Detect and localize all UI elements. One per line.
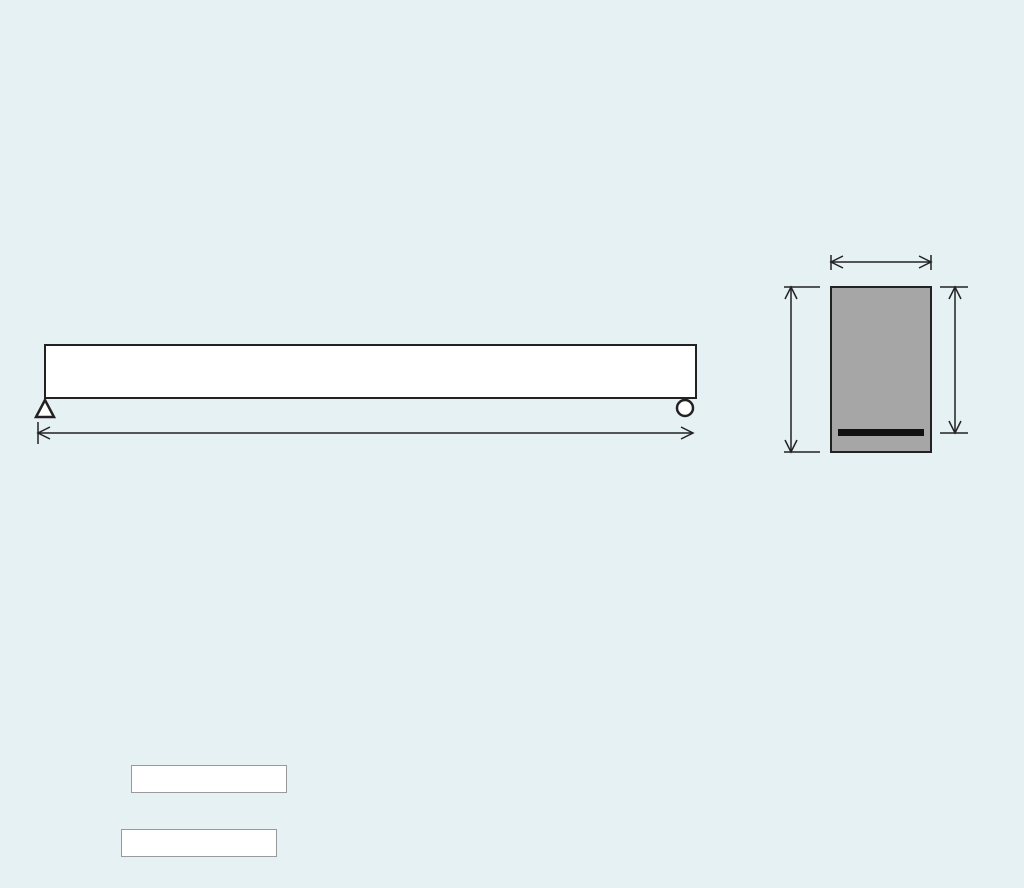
reinforcement-bar — [838, 429, 924, 436]
ig-answer-input[interactable] — [121, 829, 277, 857]
roller-support-icon — [677, 400, 693, 416]
dni-answer-input[interactable] — [131, 765, 287, 793]
pin-support-icon — [36, 400, 54, 417]
cross-section — [831, 287, 931, 452]
beam-body — [45, 345, 696, 398]
